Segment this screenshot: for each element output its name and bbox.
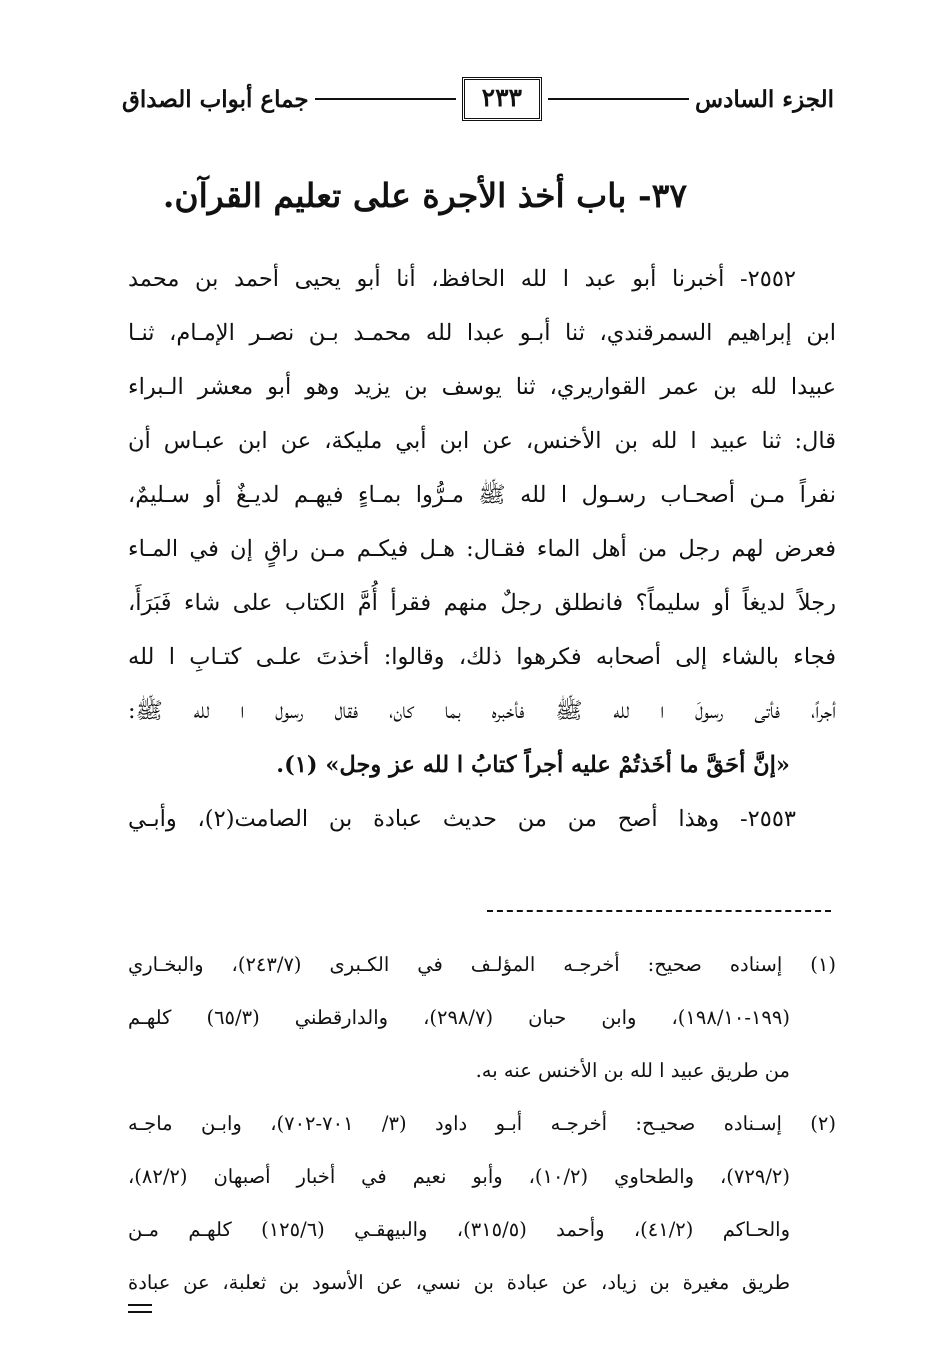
footnote-line: والحـاكم (٤١/٢)، وأحمد (٣١٥/٥)، والبيهقـي (١٢٥/٦) كلهـم مـن <box>128 1218 790 1241</box>
text-line: فجاء بالشاء إلى أصحابه فكرهوا ذلك، وقالوا: أخذتَ علـى كتـابِ ا لله <box>128 644 836 670</box>
running-header <box>122 76 834 122</box>
text-line: ابن إبراهيم السمرقندي، ثنا أبـو عبدا لله محمـد بـن نصـر الإمـام، ثنـا <box>128 320 836 346</box>
text-line: فعرض لهم رجل من أهل الماء فقـال: هـل فيكـم مـن راقٍ إن في المـاء <box>128 536 836 562</box>
text-line: ٢٥٥٣- وهذا أصح من من حديث عبادة بن الصامت(٢)، وأبـي <box>128 806 796 832</box>
footnote-line: من طريق عبيد ا لله بن الأخنس عنه به. <box>475 1059 790 1082</box>
header-rule-left <box>315 98 456 100</box>
text-line: عبيدا لله بن عمر القواريري، ثنا يوسف بن يزيد وهو أبو معشر الـبراء <box>128 374 836 400</box>
volume-label: الجزء السادس <box>695 85 834 113</box>
footnote-separator <box>487 910 831 912</box>
footnote-line: (٧٢٩/٢)، والطحاوي (١٠/٢)، وأبو نعيم في أخبار أصبهان (٨٢/٢)، <box>128 1165 790 1188</box>
continuation-mark <box>128 1304 152 1318</box>
text-line: قال: ثنا عبيد ا لله بن الأخنس، عن ابن أبي مليكة، عن ابن عبـاس أن <box>128 428 836 454</box>
footnote-line: (١٩٩-١٩٨/١٠)، وابن حبان (٢٩٨/٧)، والدارقطني (٦٥/٣) كلهـم <box>128 1006 790 1029</box>
section-label: جماع أبواب الصداق <box>121 85 309 113</box>
text-line: نفراً مـن أصحـاب رسـول ا لله ﷺ مـرُّوا بمـاءٍ فيهـم لديـغٌ أو سـليمٌ، <box>128 482 836 508</box>
hadith-quote: «إنَّ أحَقَّ ما أخَذتُمْ عليه أجراً كتابُ ا لله عز وجل» (١). <box>276 752 790 778</box>
header-rule-right <box>548 98 689 100</box>
chapter-title: ٣٧- باب أخذ الأجرة على تعليم القرآن. <box>162 176 688 215</box>
footnote-line: طريق مغيرة بن زياد، عن عبادة بن نسي، عن الأسود بن ثعلبة، عن عبادة <box>128 1271 790 1294</box>
text-line: ٢٥٥٢- أخبرنا أبو عبد ا لله الحافظ، أنا أبو يحيى أحمد بن محمد <box>128 266 796 292</box>
page-number: ٢٣٣ <box>462 77 542 121</box>
text-line: أجراً، فأتى رسولَ ا لله ﷺ فأخبره بما كان، فقال رسول ا لله ﷺ: <box>128 698 836 724</box>
footnote-line: (٢) إسـناده صحيـح: أخرجـه أبـو داود (٣/ ٧٠١-٧٠٢)، وابـن ماجـه <box>128 1112 836 1135</box>
text-line: رجلاً لديغاً أو سليماً؟ فانطلق رجلٌ منهم فقرأ أُمَّ الكتاب على شاء فَبَرَأَ، <box>128 590 836 616</box>
footnote-line: (١) إسناده صحيح: أخرجـه المؤلـف في الكـبرى (٢٤٣/٧)، والبخـاري <box>128 953 836 976</box>
main-text <box>128 252 836 846</box>
footnotes <box>128 938 836 1309</box>
